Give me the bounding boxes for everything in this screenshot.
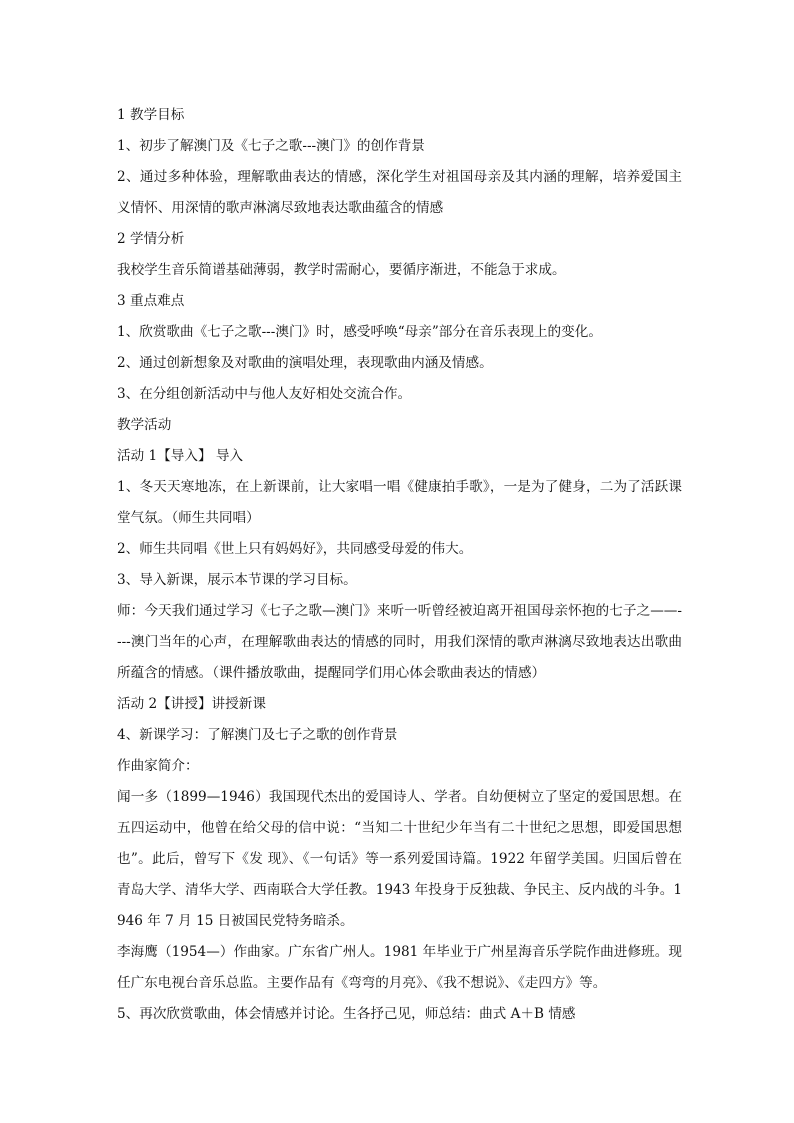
activity-1-step-3: 3、导入新课，展示本节课的学习目标。 (117, 572, 357, 588)
activity-1-step-2: 2、师生共同唱《世上只有妈妈好》，共同感受母爱的伟大。 (117, 541, 473, 557)
key-point-3: 3、在分组创新活动中与他人友好相处交流合作。 (117, 386, 412, 402)
goal-item-2: 2、通过多种体验，理解歌曲表达的情感，深化学生对祖国母亲及其内涵的理解，培养爱国主义情怀、用深情的歌声淋漓尽致地表达歌曲蕴含的情感 (117, 169, 682, 216)
activity-2-heading: 活动 2【讲授】讲授新课 (117, 696, 266, 712)
composer-intro-heading: 作曲家简介： (117, 758, 199, 774)
bio-wen-yiduo: 闻一多（1899—1946）我国现代杰出的爱国诗人、学者。自幼便树立了坚定的爱国思想。在五四运动中，他曾在给父母的信中说：“当知二十世纪少年当有二十世纪之思想，即爱国思想也”。此后，曾写下《发 现》、《一句话》等一系列爱国诗篇。1922 年留学美国。归国后曾在青岛大学、清华大学、西南联合大学任教。1943 年投身于反独裁、争民主、反内战的斗争。1946 年 7 月 15 日被国民党特务暗杀。 (117, 789, 682, 929)
section-heading-key-points: 3 重点难点 (117, 293, 185, 309)
key-point-2: 2、通过创新想象及对歌曲的演唱处理，表现歌曲内涵及情感。 (117, 355, 493, 371)
document-page (117, 100, 682, 1030)
teacher-speech: 师：今天我们通过学习《七子之歌—澳门》来听一听曾经被迫离开祖国母亲怀抱的七子之——----澳门当年的心声，在理解歌曲表达的情感的同时，用我们深情的歌声淋漓尽致地表达出歌曲所蕴含的情感。（课件播放歌曲，提醒同学们用心体会歌曲表达的情感） (117, 603, 682, 681)
section-heading-teaching-goals: 1 教学目标 (117, 107, 185, 123)
section-heading-student-analysis: 2 学情分析 (117, 231, 185, 247)
activity-2-step-4: 4、新课学习：了解澳门及七子之歌的创作背景 (117, 727, 398, 743)
activity-2-step-5: 5、再次欣赏歌曲，体会情感并讨论。生各抒己见，师总结：曲式 A＋B 情感 (117, 1006, 576, 1022)
bio-li-haiying: 李海鹰（1954—）作曲家。广东省广州人。1981 年毕业于广州星海音乐学院作曲进修班。现任广东电视台音乐总监。主要作品有《弯弯的月亮》、《我不想说》、《走四方》等。 (117, 944, 682, 991)
section-heading-activities: 教学活动 (117, 417, 172, 433)
student-analysis-text: 我校学生音乐简谱基础薄弱，教学时需耐心，要循序渐进，不能急于求成。 (117, 262, 566, 278)
activity-1-heading: 活动 1【导入】 导入 (117, 448, 244, 464)
key-point-1: 1、欣赏歌曲《七子之歌---澳门》时，感受呼唤“母亲”部分在音乐表现上的变化。 (117, 324, 602, 340)
goal-item-1: 1、初步了解澳门及《七子之歌---澳门》的创作背景 (117, 138, 425, 154)
activity-1-step-1: 1、冬天天寒地冻，在上新课前，让大家唱一唱《健康拍手歌》，一是为了健身，二为了活跃课堂气氛。（师生共同唱） (117, 479, 682, 526)
